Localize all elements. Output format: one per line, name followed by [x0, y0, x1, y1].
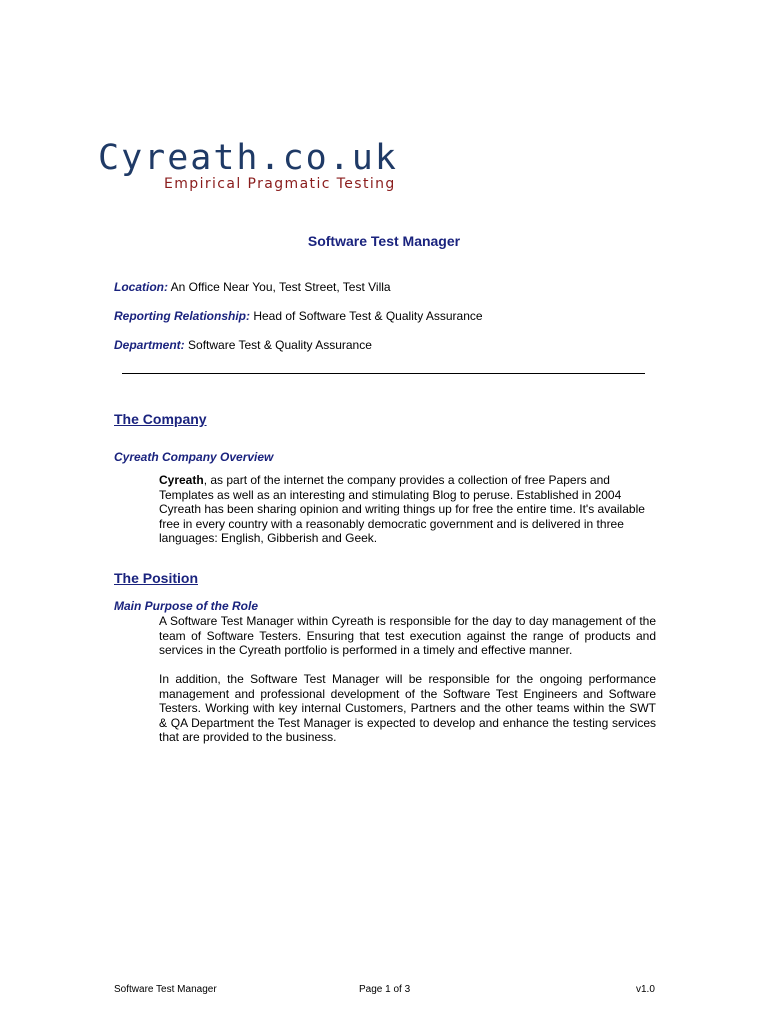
reporting-relationship-field — [114, 309, 483, 323]
department-value: Software Test & Quality Assurance — [184, 338, 372, 352]
company-overview-text: , as part of the internet the company provides a collection of free Papers and Templates as well as an interesting and stimulating Blog to peruse. Established in 2004 Cyreath has been sharing opinion and writing things up for free the entire time. It's available free in every country with a reasonably democratic government and is delivered in three languages: English, Gibberish and Geek. — [159, 473, 645, 546]
main-purpose-paragraph: A Software Test Manager within Cyreath is responsible for the day to day management of the team of Software Testers. Ensuring that test execution against the range of products and services in the Cyreath portfolio is performed in a timely and effective manner. — [159, 614, 656, 658]
logo-wordmark: Cyreath.co.uk — [98, 138, 398, 178]
location-label: Location: — [114, 280, 168, 294]
footer-document-title: Software Test Manager — [114, 984, 217, 995]
reporting-relationship-value: Head of Software Test & Quality Assurance — [250, 309, 483, 323]
main-purpose-subheading: Main Purpose of the Role — [114, 599, 259, 613]
footer-version: v1.0 — [636, 984, 655, 995]
company-name-bold: Cyreath — [159, 473, 204, 487]
horizontal-rule — [122, 373, 645, 374]
footer-page-number: Page 1 of 3 — [359, 984, 411, 995]
position-section-heading: The Position — [114, 570, 198, 586]
company-logo — [98, 138, 418, 192]
location-value: An Office Near You, Test Street, Test Villa — [168, 280, 391, 294]
location-field — [114, 280, 391, 294]
additional-responsibilities-paragraph: In addition, the Software Test Manager will be responsible for the ongoing performance management and professional development of the Software Test Engineers and Software Testers. Working with key internal Customers, Partners and the other teams within the SWT & QA Department the Test Manager is expected to develop and enhance the testing services that are provided to the business. — [159, 672, 656, 745]
department-label: Department: — [114, 338, 185, 352]
reporting-relationship-label: Reporting Relationship: — [114, 309, 250, 323]
document-title: Software Test Manager — [307, 233, 461, 249]
logo-tagline: Empirical Pragmatic Testing — [164, 176, 396, 192]
department-field — [114, 338, 372, 352]
company-overview-subheading: Cyreath Company Overview — [114, 450, 274, 464]
company-section-heading: The Company — [114, 411, 207, 427]
company-overview-paragraph — [159, 473, 656, 546]
